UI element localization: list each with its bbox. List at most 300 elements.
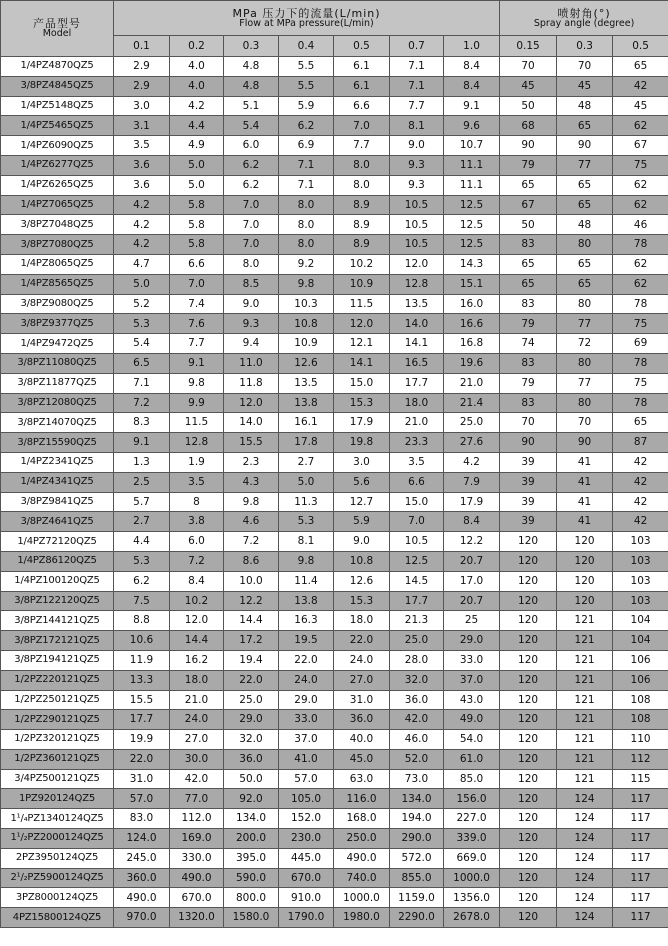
table-row [1,571,668,591]
table-row [1,116,668,136]
model-cell: 3/8PZ4641QZ5 [1,512,114,532]
flow-cell: 9.3 [224,314,279,334]
flow-cell: 7.0 [224,195,279,215]
table-row [1,472,668,492]
angle-cell: 120 [500,730,557,750]
flow-cell: 45.0 [334,749,390,769]
model-cell: 3PZ8000124QZ5 [1,888,114,908]
pressure-header: 0.1 [114,36,170,57]
flow-cell: 2.9 [114,76,170,96]
flow-cell: 5.8 [170,195,224,215]
flow-cell: 16.2 [170,650,224,670]
flow-cell: 16.6 [444,314,500,334]
flow-cell: 19.5 [279,631,334,651]
flow-cell: 5.1 [224,96,279,116]
flow-cell: 83.0 [114,809,170,829]
model-cell: 2PZ3950124QZ5 [1,848,114,868]
table-row [1,710,668,730]
flow-cell: 169.0 [170,829,224,849]
angle-cell: 120 [500,631,557,651]
model-cell: 3/8PZ122120QZ5 [1,591,114,611]
flow-cell: 14.1 [390,334,444,354]
flow-cell: 330.0 [170,848,224,868]
angle-cell: 39 [500,472,557,492]
flow-cell: 4.6 [224,512,279,532]
pressure-header: 0.2 [170,36,224,57]
angle-cell: 41 [557,512,613,532]
flow-cell: 124.0 [114,829,170,849]
flow-cell: 15.3 [334,591,390,611]
flow-cell: 7.4 [170,294,224,314]
flow-cell: 8.6 [224,551,279,571]
flow-cell: 8.0 [279,235,334,255]
flow-cell: 16.1 [279,413,334,433]
angle-cell: 120 [500,888,557,908]
model-cell: 3/8PZ9377QZ5 [1,314,114,334]
flow-cell: 3.6 [114,175,170,195]
flow-cell: 24.0 [334,650,390,670]
angle-cell: 83 [500,393,557,413]
flow-cell: 31.0 [334,690,390,710]
flow-cell: 12.7 [334,492,390,512]
flow-cell: 8.4 [444,512,500,532]
flow-cell: 9.3 [390,155,444,175]
flow-cell: 13.8 [279,591,334,611]
angle-cell: 50 [500,215,557,235]
flow-cell: 3.6 [114,155,170,175]
flow-cell: 15.5 [114,690,170,710]
angle-cell: 74 [500,334,557,354]
flow-cell: 8.0 [224,254,279,274]
flow-cell: 85.0 [444,769,500,789]
flow-cell: 5.2 [114,294,170,314]
flow-cell: 740.0 [334,868,390,888]
flow-cell: 9.8 [170,373,224,393]
flow-cell: 17.7 [114,710,170,730]
angle-pressure-header: 0.5 [613,36,668,57]
flow-cell: 13.8 [279,393,334,413]
angle-cell: 108 [613,690,668,710]
angle-cell: 103 [613,571,668,591]
flow-cell: 19.9 [114,730,170,750]
flow-cell: 14.3 [444,254,500,274]
angle-cell: 117 [613,888,668,908]
angle-cell: 124 [557,868,613,888]
angle-cell: 65 [613,57,668,77]
angle-cell: 117 [613,789,668,809]
pressure-header: 0.7 [390,36,444,57]
flow-cell: 395.0 [224,848,279,868]
flow-cell: 11.4 [279,571,334,591]
model-cell: 1/4PZ100120QZ5 [1,571,114,591]
angle-cell: 75 [613,155,668,175]
flow-cell: 9.2 [279,254,334,274]
flow-cell: 7.1 [114,373,170,393]
flow-cell: 5.3 [114,551,170,571]
model-cell: 3/8PZ144121QZ5 [1,611,114,631]
flow-cell: 1980.0 [334,908,390,928]
angle-cell: 79 [500,373,557,393]
angle-cell: 121 [557,670,613,690]
angle-cell: 65 [557,195,613,215]
angle-cell: 77 [557,155,613,175]
angle-cell: 42 [613,512,668,532]
angle-cell: 62 [613,254,668,274]
flow-cell: 1.9 [170,452,224,472]
flow-cell: 12.6 [334,571,390,591]
table-row [1,76,668,96]
flow-cell: 200.0 [224,829,279,849]
flow-cell: 16.3 [279,611,334,631]
flow-cell: 6.6 [390,472,444,492]
flow-cell: 29.0 [444,631,500,651]
flow-cell: 32.0 [224,730,279,750]
flow-cell: 14.1 [334,353,390,373]
flow-cell: 152.0 [279,809,334,829]
angle-cell: 117 [613,868,668,888]
angle-cell: 120 [500,690,557,710]
flow-cell: 2.7 [279,452,334,472]
angle-cell: 120 [500,571,557,591]
flow-cell: 15.0 [390,492,444,512]
model-cell: 1/4PZ9472QZ5 [1,334,114,354]
angle-cell: 120 [500,670,557,690]
flow-cell: 9.0 [390,136,444,156]
flow-cell: 5.0 [170,175,224,195]
flow-cell: 18.0 [390,393,444,413]
angle-cell: 124 [557,848,613,868]
table-row [1,690,668,710]
flow-cell: 10.6 [114,631,170,651]
model-cell: 3/8PZ11877QZ5 [1,373,114,393]
angle-header [500,1,668,36]
flow-cell: 12.8 [170,433,224,453]
angle-cell: 65 [500,175,557,195]
flow-cell: 7.1 [390,57,444,77]
angle-cell: 90 [557,136,613,156]
angle-cell: 70 [500,413,557,433]
flow-cell: 5.7 [114,492,170,512]
angle-cell: 67 [613,136,668,156]
flow-cell: 5.9 [279,96,334,116]
flow-cell: 10.0 [224,571,279,591]
angle-cell: 79 [500,155,557,175]
angle-cell: 50 [500,96,557,116]
flow-cell: 27.0 [334,670,390,690]
angle-cell: 62 [613,116,668,136]
flow-cell: 15.1 [444,274,500,294]
table-row [1,730,668,750]
flow-cell: 31.0 [114,769,170,789]
flow-cell: 8.0 [279,215,334,235]
flow-cell: 10.2 [334,254,390,274]
flow-cell: 7.7 [170,334,224,354]
table-row [1,155,668,175]
table-row [1,908,668,928]
flow-cell: 4.4 [114,532,170,552]
flow-cell: 800.0 [224,888,279,908]
table-row [1,452,668,472]
flow-header-en: Flow at MPa pressure(L/min) [239,17,374,29]
flow-cell: 245.0 [114,848,170,868]
angle-cell: 65 [613,413,668,433]
model-cell: 1/4PZ6090QZ5 [1,136,114,156]
flow-cell: 12.5 [444,215,500,235]
flow-cell: 7.9 [444,472,500,492]
flow-cell: 8.9 [334,215,390,235]
flow-cell: 20.7 [444,551,500,571]
angle-cell: 48 [557,215,613,235]
flow-cell: 14.4 [170,631,224,651]
angle-cell: 117 [613,809,668,829]
angle-cell: 90 [500,136,557,156]
model-cell: 4PZ15800124QZ5 [1,908,114,928]
flow-cell: 7.0 [334,116,390,136]
flow-cell: 12.6 [279,353,334,373]
angle-cell: 106 [613,670,668,690]
model-cell: 3/8PZ7048QZ5 [1,215,114,235]
table-row [1,254,668,274]
flow-cell: 6.0 [224,136,279,156]
flow-cell: 33.0 [444,650,500,670]
flow-cell: 43.0 [444,690,500,710]
flow-cell: 5.0 [170,155,224,175]
angle-cell: 103 [613,551,668,571]
table-row [1,393,668,413]
flow-cell: 9.0 [224,294,279,314]
flow-cell: 7.2 [114,393,170,413]
flow-cell: 8 [170,492,224,512]
angle-cell: 70 [557,57,613,77]
angle-cell: 45 [557,76,613,96]
model-cell: 1/4PZ7065QZ5 [1,195,114,215]
table-row [1,532,668,552]
angle-cell: 104 [613,611,668,631]
flow-cell: 1356.0 [444,888,500,908]
flow-cell: 3.1 [114,116,170,136]
model-cell: 3/8PZ11080QZ5 [1,353,114,373]
angle-cell: 65 [500,254,557,274]
pressure-header: 0.3 [224,36,279,57]
table-row [1,175,668,195]
angle-cell: 120 [500,789,557,809]
flow-cell: 168.0 [334,809,390,829]
flow-cell: 42.0 [390,710,444,730]
angle-cell: 46 [613,215,668,235]
flow-cell: 4.4 [170,116,224,136]
flow-cell: 22.0 [279,650,334,670]
angle-cell: 39 [500,512,557,532]
flow-cell: 2678.0 [444,908,500,928]
flow-cell: 12.8 [390,274,444,294]
angle-cell: 75 [613,373,668,393]
model-cell: 1/4PZ5465QZ5 [1,116,114,136]
flow-cell: 5.8 [170,235,224,255]
flow-cell: 11.1 [444,175,500,195]
angle-cell: 121 [557,690,613,710]
angle-cell: 42 [613,472,668,492]
model-cell: 1PZ920124QZ5 [1,789,114,809]
flow-cell: 6.0 [170,532,224,552]
angle-cell: 41 [557,452,613,472]
angle-cell: 70 [500,57,557,77]
flow-cell: 6.2 [224,155,279,175]
table-row [1,829,668,849]
flow-cell: 21.0 [390,413,444,433]
flow-cell: 19.4 [224,650,279,670]
table-row [1,650,668,670]
flow-cell: 15.3 [334,393,390,413]
flow-cell: 8.0 [334,175,390,195]
table-row [1,334,668,354]
model-header-cn: 产品型号 [33,17,81,31]
table-row [1,413,668,433]
angle-cell: 117 [613,829,668,849]
flow-cell: 970.0 [114,908,170,928]
flow-cell: 9.3 [390,175,444,195]
table-row [1,314,668,334]
flow-cell: 6.2 [279,116,334,136]
model-cell: 1/2PZ360121QZ5 [1,749,114,769]
flow-cell: 9.1 [170,353,224,373]
flow-cell: 16.5 [390,353,444,373]
flow-cell: 572.0 [390,848,444,868]
flow-cell: 11.5 [170,413,224,433]
flow-cell: 7.0 [170,274,224,294]
table-row [1,215,668,235]
angle-cell: 120 [500,908,557,928]
angle-cell: 117 [613,848,668,868]
angle-cell: 103 [613,532,668,552]
flow-cell: 9.1 [114,433,170,453]
flow-cell: 8.4 [444,76,500,96]
angle-cell: 121 [557,730,613,750]
flow-cell: 9.6 [444,116,500,136]
flow-cell: 8.0 [279,195,334,215]
flow-cell: 3.8 [170,512,224,532]
flow-cell: 116.0 [334,789,390,809]
flow-cell: 15.5 [224,433,279,453]
table-row [1,492,668,512]
flow-cell: 17.9 [334,413,390,433]
table-row [1,631,668,651]
flow-cell: 6.1 [334,76,390,96]
flow-cell: 52.0 [390,749,444,769]
angle-cell: 65 [557,274,613,294]
flow-cell: 8.1 [390,116,444,136]
angle-cell: 83 [500,353,557,373]
flow-cell: 11.5 [334,294,390,314]
flow-cell: 29.0 [224,710,279,730]
angle-cell: 80 [557,393,613,413]
angle-cell: 120 [500,551,557,571]
angle-cell: 79 [500,314,557,334]
flow-cell: 12.0 [390,254,444,274]
flow-cell: 17.0 [444,571,500,591]
flow-cell: 4.8 [224,57,279,77]
flow-cell: 14.5 [390,571,444,591]
flow-cell: 19.8 [334,433,390,453]
flow-cell: 17.8 [279,433,334,453]
angle-cell: 77 [557,314,613,334]
flow-cell: 156.0 [444,789,500,809]
angle-cell: 42 [613,452,668,472]
angle-cell: 41 [557,472,613,492]
angle-cell: 48 [557,96,613,116]
flow-cell: 7.1 [390,76,444,96]
angle-cell: 72 [557,334,613,354]
flow-cell: 12.5 [444,195,500,215]
flow-cell: 9.9 [170,393,224,413]
angle-cell: 120 [557,551,613,571]
flow-cell: 10.8 [279,314,334,334]
flow-cell: 6.1 [334,57,390,77]
angle-cell: 121 [557,631,613,651]
flow-cell: 10.5 [390,532,444,552]
angle-cell: 120 [500,532,557,552]
flow-cell: 22.0 [334,631,390,651]
angle-cell: 120 [500,591,557,611]
angle-cell: 112 [613,749,668,769]
pressure-header: 0.4 [279,36,334,57]
angle-cell: 80 [557,235,613,255]
flow-cell: 4.0 [170,76,224,96]
flow-cell: 14.4 [224,611,279,631]
angle-cell: 83 [500,235,557,255]
flow-cell: 669.0 [444,848,500,868]
flow-cell: 11.0 [224,353,279,373]
flow-cell: 20.7 [444,591,500,611]
flow-cell: 8.0 [334,155,390,175]
table-row [1,591,668,611]
angle-cell: 117 [613,908,668,928]
angle-cell: 120 [500,749,557,769]
flow-cell: 445.0 [279,848,334,868]
table-row [1,96,668,116]
flow-cell: 11.9 [114,650,170,670]
flow-cell: 2.7 [114,512,170,532]
flow-cell: 5.0 [279,472,334,492]
angle-cell: 120 [500,769,557,789]
flow-cell: 13.3 [114,670,170,690]
flow-cell: 6.9 [279,136,334,156]
model-cell: 3/8PZ4845QZ5 [1,76,114,96]
flow-cell: 8.9 [334,235,390,255]
flow-cell: 33.0 [279,710,334,730]
flow-cell: 1159.0 [390,888,444,908]
model-cell: 1/4PZ8065QZ5 [1,254,114,274]
pressure-header: 1.0 [444,36,500,57]
flow-cell: 36.0 [390,690,444,710]
flow-cell: 23.3 [390,433,444,453]
flow-cell: 2.3 [224,452,279,472]
flow-cell: 5.3 [279,512,334,532]
angle-cell: 65 [557,116,613,136]
flow-cell: 7.1 [279,175,334,195]
flow-cell: 9.1 [444,96,500,116]
flow-cell: 24.0 [279,670,334,690]
flow-cell: 25 [444,611,500,631]
flow-cell: 290.0 [390,829,444,849]
flow-cell: 73.0 [390,769,444,789]
table-row [1,868,668,888]
angle-cell: 121 [557,611,613,631]
flow-cell: 2290.0 [390,908,444,928]
flow-cell: 12.5 [444,235,500,255]
flow-cell: 16.8 [444,334,500,354]
angle-cell: 62 [613,274,668,294]
flow-cell: 4.0 [170,57,224,77]
